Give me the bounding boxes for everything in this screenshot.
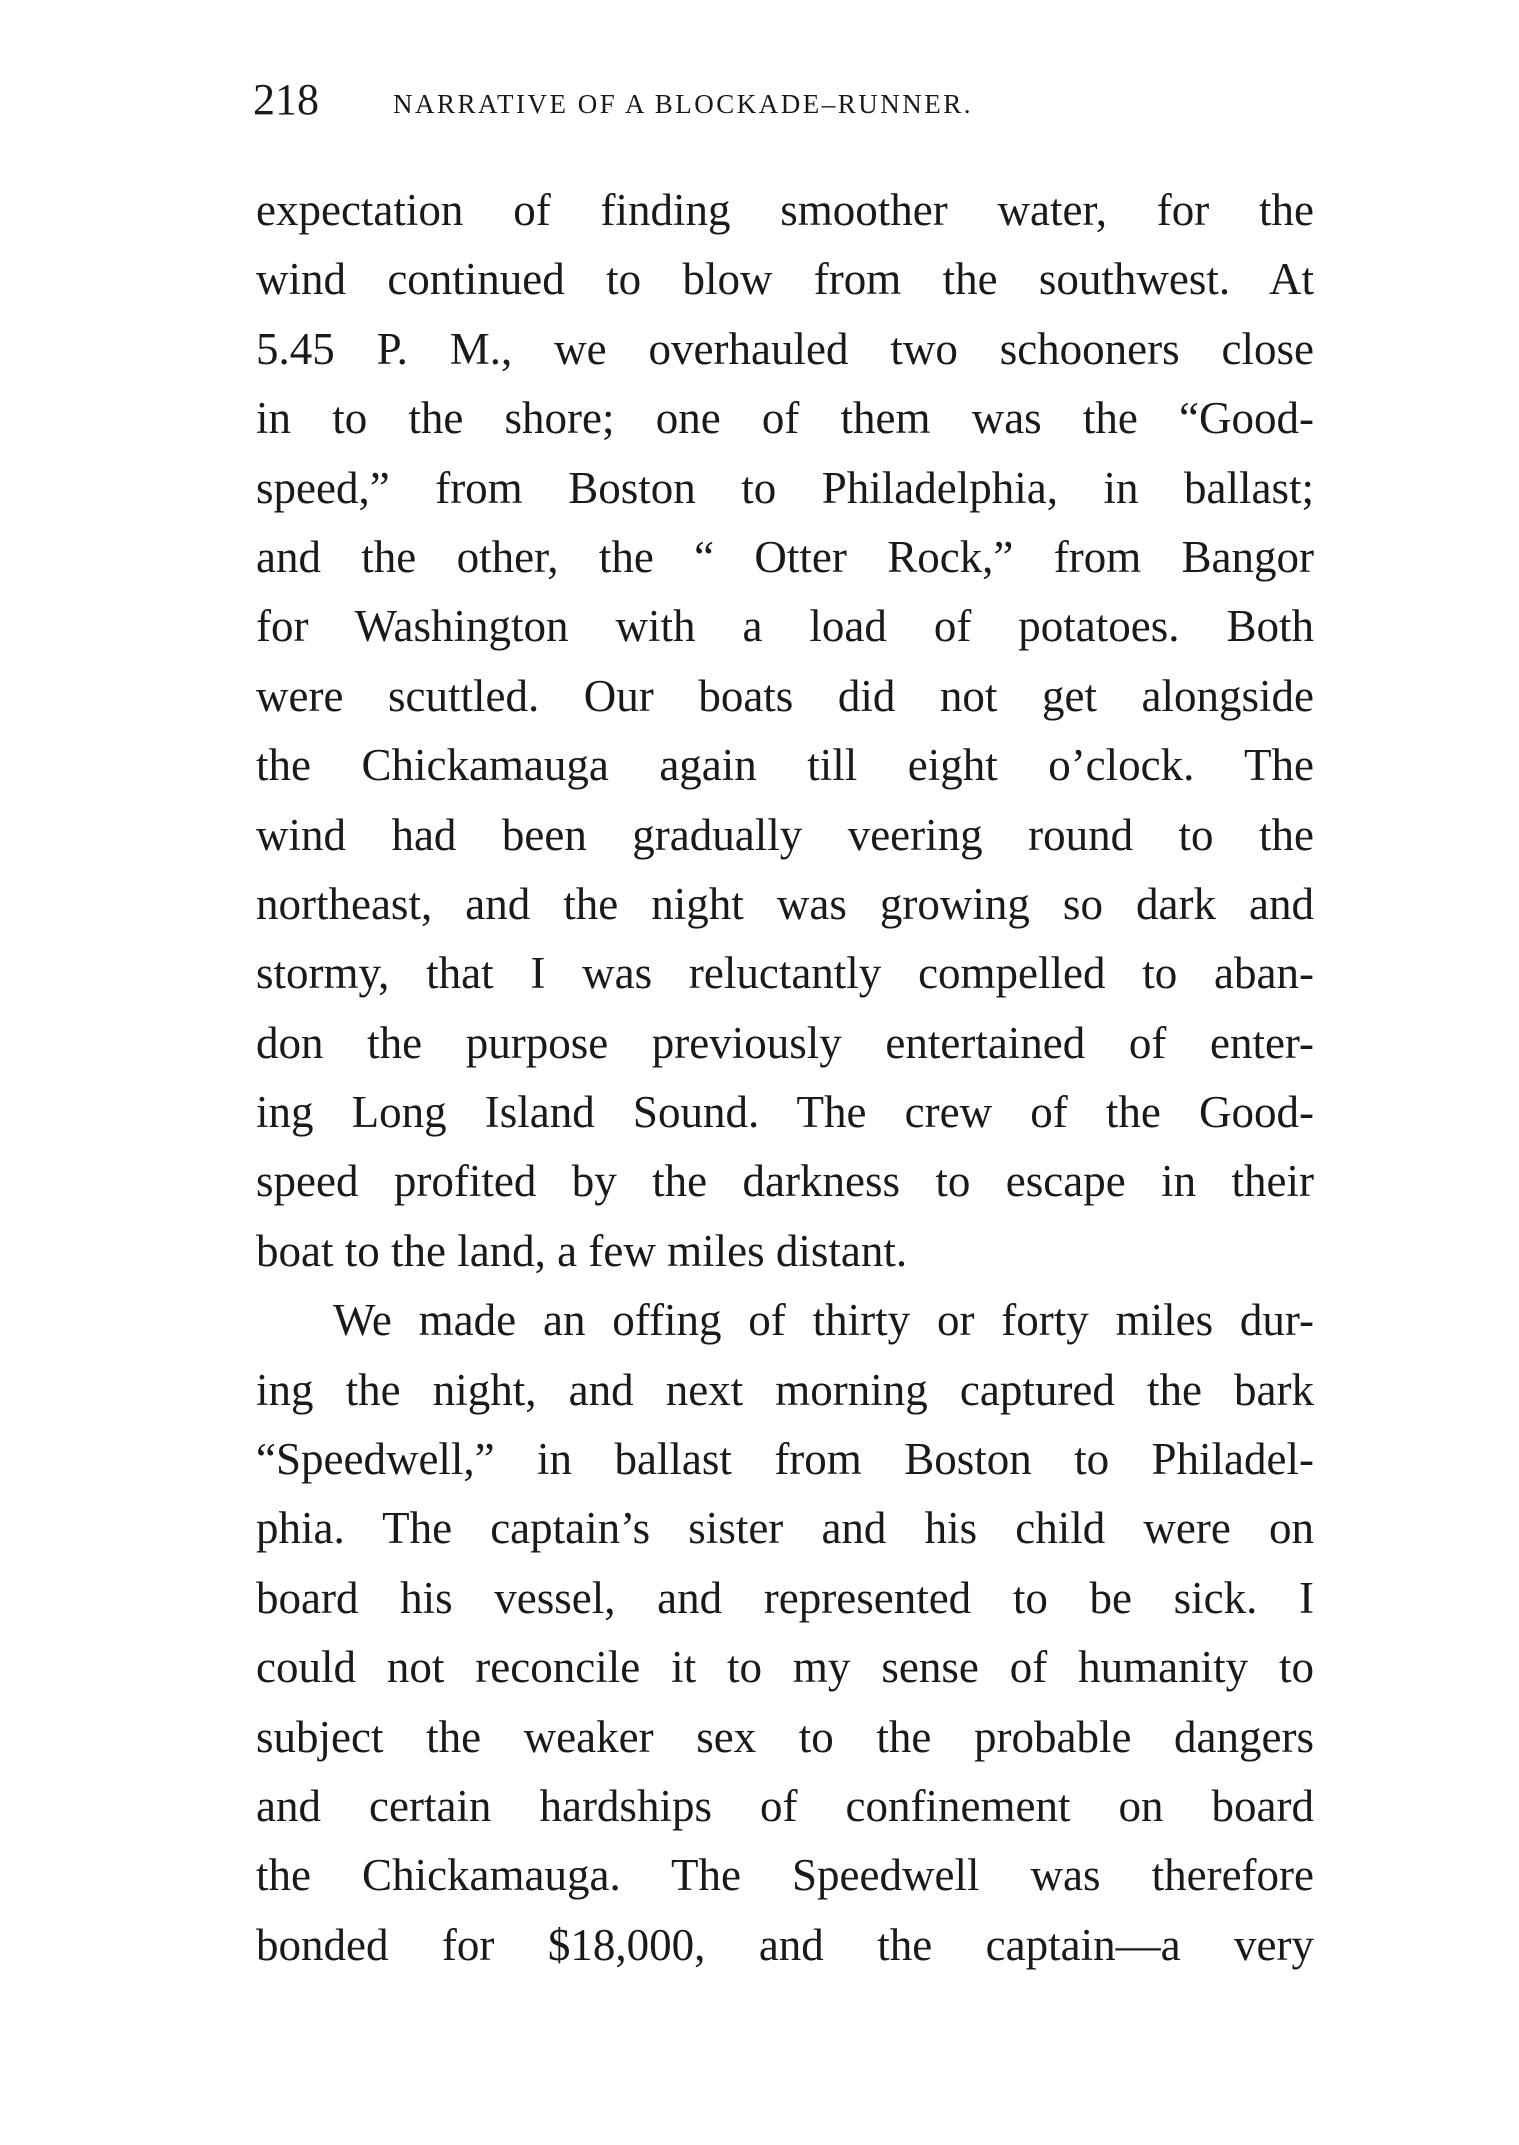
text-line: northeast, and the night was growing so dark and bbox=[256, 878, 1314, 929]
text-line: “Speedwell,” in ballast from Boston to Philadel- bbox=[256, 1434, 1314, 1485]
page-number: 218 bbox=[253, 75, 319, 124]
text-line: ing the night, and next morning captured the bark bbox=[256, 1364, 1314, 1415]
text-line: speed,” from Boston to Philadelphia, in ballast; bbox=[256, 462, 1314, 513]
body-text bbox=[256, 176, 1314, 1980]
text-line: bonded for $18,000, and the captain—a very bbox=[256, 1919, 1314, 1970]
text-line: wind continued to blow from the southwest. At bbox=[256, 254, 1314, 305]
text-line: and certain hardships of confinement on board bbox=[256, 1780, 1314, 1831]
text-line: expectation of finding smoother water, for the bbox=[256, 185, 1314, 235]
text-line: boat to the land, a few miles distant. bbox=[256, 1225, 908, 1276]
text-line: speed profited by the darkness to escape in their bbox=[256, 1156, 1314, 1207]
text-line: for Washington with a load of potatoes. Both bbox=[256, 601, 1314, 652]
text-line: and the other, the “ Otter Rock,” from Bangor bbox=[256, 531, 1314, 582]
text-line: phia. The captain’s sister and his child were on bbox=[256, 1503, 1314, 1554]
running-title: NARRATIVE OF A BLOCKADE–RUNNER. bbox=[393, 89, 974, 119]
text-line: don the purpose previously entertained of enter- bbox=[256, 1017, 1314, 1068]
running-head bbox=[253, 70, 1313, 130]
text-line: the Chickamauga. The Speedwell was therefore bbox=[256, 1850, 1314, 1901]
text-line: the Chickamauga again till eight o’clock. The bbox=[256, 740, 1314, 791]
text-line: ing Long Island Sound. The crew of the Good- bbox=[256, 1087, 1314, 1138]
text-line: We made an offing of thirty or forty miles dur- bbox=[333, 1295, 1314, 1346]
text-line: could not reconcile it to my sense of humanity to bbox=[256, 1642, 1314, 1693]
text-line: 5.45 P. M., we overhauled two schooners close bbox=[256, 323, 1314, 374]
text-line: board his vessel, and represented to be sick. I bbox=[256, 1572, 1314, 1623]
text-line: in to the shore; one of them was the “Good- bbox=[256, 393, 1314, 444]
text-line: stormy, that I was reluctantly compelled to aban- bbox=[256, 948, 1314, 999]
text-line: wind had been gradually veering round to the bbox=[256, 809, 1314, 860]
text-line: subject the weaker sex to the probable dangers bbox=[256, 1711, 1314, 1762]
text-line: were scuttled. Our boats did not get alongside bbox=[256, 670, 1314, 721]
